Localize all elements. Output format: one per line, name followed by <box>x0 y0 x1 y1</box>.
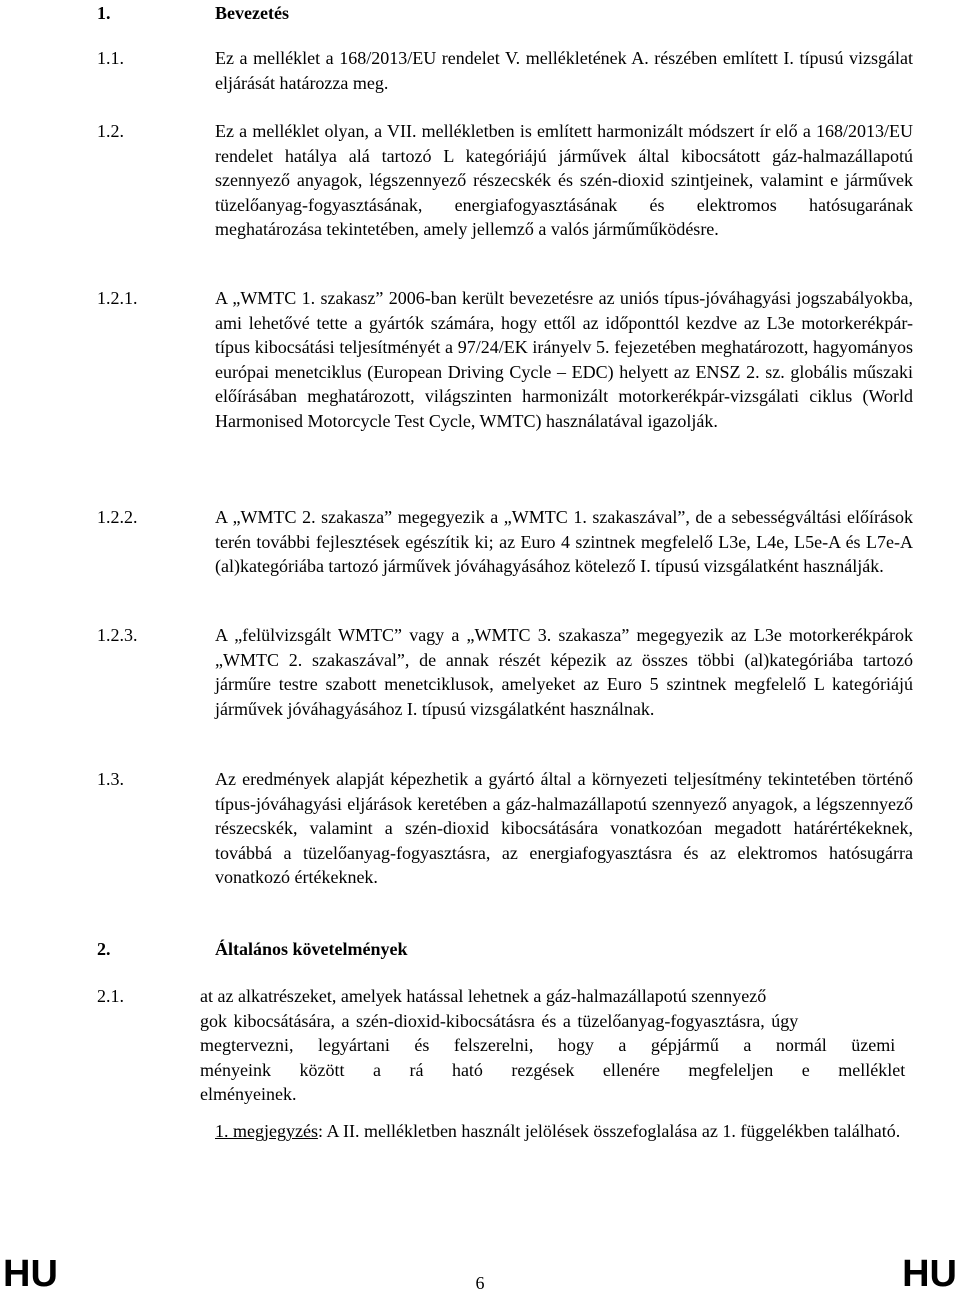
paragraph-line: megtervezni, legyártani és felszerelni, hogy a gépjármű a normál üzemi <box>200 1035 896 1055</box>
paragraph-text: Ez a melléklet a 168/2013/EU rendelet V. mellékletének A. részében említett I. típusú vizsgálat eljárását határozza meg. <box>215 48 913 93</box>
paragraph-number: 1.2.1. <box>97 288 138 308</box>
footer-language-left: HU <box>3 1253 58 1295</box>
section-number: 1. <box>97 3 111 23</box>
paragraph-number: 1.2.2. <box>97 507 138 527</box>
paragraph-line: at az alkatrészeket, amelyek hatással lehetnek a gáz-halmazállapotú szennyező <box>200 986 767 1006</box>
note-body: : A II. mellékletben használt jelölések összefoglalása az 1. függelékben található. <box>317 1121 901 1141</box>
note-label: 1. megjegyzés <box>215 1121 318 1141</box>
paragraph-number: 1.3. <box>97 769 124 789</box>
paragraph-number: 1.1. <box>97 48 124 68</box>
paragraph-lines <box>200 984 905 1107</box>
paragraph-line: elményeinek. <box>200 1084 297 1104</box>
section-number: 2. <box>97 939 111 959</box>
paragraph-text: A „WMTC 2. szakasza” megegyezik a „WMTC 1. szakaszával”, de a sebességváltási előírások terén további fejlesztések egészítik ki; az Euro 4 szintnek megfelelő L3e, L4e, L5e-A és L7e-A (al)kategóriába tartozó járművek jóváhagyásához kötelező I. típusú vizsgálatként használják. <box>215 507 913 576</box>
paragraph-number: 2.1. <box>97 986 124 1006</box>
paragraph-text: Az eredmények alapját képezhetik a gyártó által a környezeti teljesítmény tekintetében történő típus-jóváhagyási eljárások keretében a gáz-halmazállapotú szennyező anyagok, a légszennyező részecskék, valamint a szén-dioxid kibocsátására vonatkozóan megadott határértékeknek, továbbá a tüzelőanyag-fogyasztásra, az energiafogyasztásra és az elektromos hatósugárra vonatkozó értékeknek. <box>215 769 913 887</box>
paragraph-line: gok kibocsátására, a szén-dioxid-kibocsátásra és a tüzelőanyag-fogyasztásra, úgy <box>200 1010 799 1031</box>
note-text <box>215 1119 913 1144</box>
section-title: Általános követelmények <box>215 939 408 959</box>
paragraph-number: 1.2. <box>97 121 124 141</box>
paragraph-text: A „WMTC 1. szakasz” 2006-ban került bevezetésre az uniós típus-jóváhagyási jogszabályokba, ami lehetővé tette a gyártók számára, hogy ettől az időponttól kezdve az L3e motorkerékpár-típus kibocsátási teljesítményét a 97/24/EK irányelv 5. fejezetében meghatározott, hagyományos európai menetciklus (European Driving Cycle – EDC) helyett az ENSZ 2. sz. globális műszaki előírásában meghatározott, világszinten harmonizált motorkerékpár-vizsgálati ciklus (World Harmonised Motorcycle Test Cycle, WMTC) használatával igazolják. <box>215 288 913 431</box>
paragraph-text: A „felülvizsgált WMTC” vagy a „WMTC 3. szakasza” megegyezik az L3e motorkerékpárok „WMTC 2. szakaszával”, de annak részét képezik az összes többi (al)kategóriába tartozó járműre testre szabott menetciklusok, amelyeket az Euro 5 szintnek megfelelő L kategóriájú járművek jóváhagyásához I. típusú vizsgálatként használnak. <box>215 625 913 719</box>
paragraph-text-clipped <box>200 984 913 1109</box>
paragraph-text: Ez a melléklet olyan, a VII. mellékletben is említett harmonizált módszert ír elő a 168/2013/EU rendelet hatálya alá tartozó L kategóriájú járművek által kibocsátott gáz-halmazállapotú szennyező anyagok, légszennyező részecskék és szén-dioxid szintjeinek, valamint e járművek tüzelőanyag-fogyasztásának, energiafogyasztásának és elektromos hatósugarának meghatározása tekintetében, amely jellemző a valós járműműködésre. <box>215 121 913 239</box>
paragraph-number: 1.2.3. <box>97 625 138 645</box>
footer-language-right: HU <box>902 1253 957 1295</box>
paragraph-line: ményeink között a rá ható rezgések ellenére megfeleljen e melléklet <box>200 1059 906 1080</box>
section-title: Bevezetés <box>215 3 289 23</box>
page-number: 6 <box>475 1273 485 1293</box>
